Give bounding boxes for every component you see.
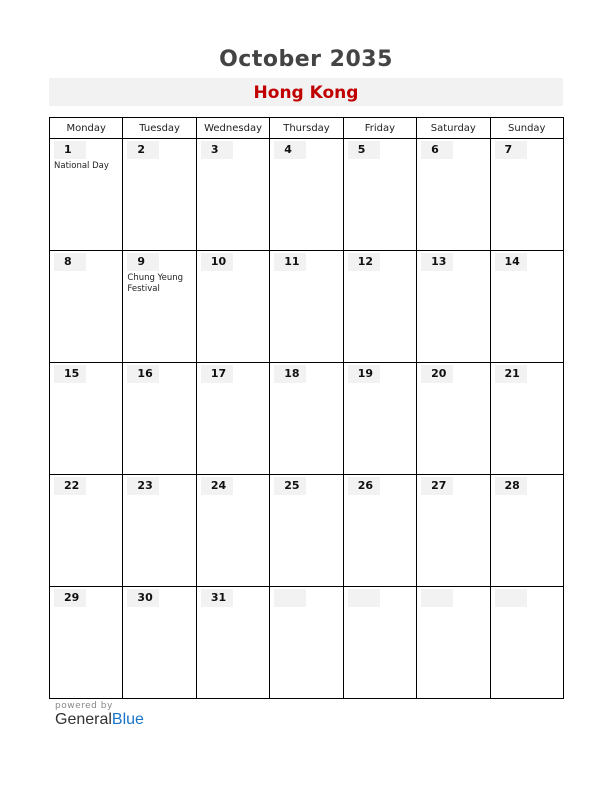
day-number-text: 30 bbox=[137, 591, 153, 604]
day-number bbox=[201, 365, 233, 383]
day-number bbox=[348, 477, 380, 495]
day-number-text: 24 bbox=[210, 479, 227, 492]
day-cell[interactable] bbox=[50, 475, 123, 587]
day-number bbox=[348, 141, 380, 159]
day-number bbox=[421, 253, 453, 271]
day-cell[interactable] bbox=[196, 475, 269, 587]
day-number-text: 1 bbox=[64, 143, 72, 156]
day-cell[interactable] bbox=[343, 475, 416, 587]
day-cell[interactable] bbox=[490, 475, 563, 587]
day-cell[interactable] bbox=[123, 475, 196, 587]
day-number bbox=[421, 589, 453, 607]
day-number bbox=[54, 365, 86, 383]
day-cell[interactable] bbox=[123, 139, 196, 251]
day-number-text: 9 bbox=[137, 255, 146, 268]
day-number-text: 11 bbox=[284, 255, 300, 268]
day-cell[interactable] bbox=[196, 363, 269, 475]
day-number-text: 15 bbox=[64, 367, 80, 380]
day-number-text: 28 bbox=[504, 479, 520, 492]
day-cell[interactable] bbox=[270, 139, 343, 251]
day-number-text: 6 bbox=[431, 143, 439, 156]
day-number-text: 29 bbox=[64, 591, 80, 604]
calendar-grid bbox=[49, 117, 564, 699]
day-cell[interactable] bbox=[270, 475, 343, 587]
day-number-text: 2 bbox=[137, 143, 146, 156]
day-number-text: 31 bbox=[210, 591, 227, 604]
day-number-text: 10 bbox=[210, 255, 227, 268]
day-number-text: 12 bbox=[357, 255, 373, 268]
day-number bbox=[495, 589, 527, 607]
day-number bbox=[495, 477, 527, 495]
day-number bbox=[274, 589, 306, 607]
day-number bbox=[348, 253, 380, 271]
day-number-text: 22 bbox=[64, 479, 80, 492]
day-cell[interactable] bbox=[343, 251, 416, 363]
week-row bbox=[50, 139, 564, 251]
weekday-sunday: Sunday bbox=[490, 118, 563, 139]
day-cell[interactable] bbox=[50, 587, 123, 699]
day-cell[interactable] bbox=[196, 139, 269, 251]
day-number bbox=[421, 477, 453, 495]
day-number bbox=[421, 365, 453, 383]
weekday-thursday: Thursday bbox=[270, 118, 343, 139]
brand-blue: Blue bbox=[111, 711, 144, 728]
day-cell[interactable] bbox=[123, 251, 196, 363]
day-number bbox=[127, 253, 159, 271]
day-cell[interactable] bbox=[417, 363, 490, 475]
holiday-label: National Day bbox=[54, 161, 109, 171]
weekday-saturday: Saturday bbox=[417, 118, 490, 139]
day-cell[interactable] bbox=[50, 251, 123, 363]
week-row bbox=[50, 363, 564, 475]
day-number bbox=[274, 253, 306, 271]
day-number bbox=[495, 141, 527, 159]
footer-branding bbox=[55, 701, 144, 729]
day-number-text: 5 bbox=[357, 143, 366, 156]
day-cell[interactable] bbox=[50, 139, 123, 251]
day-number-text: 23 bbox=[137, 479, 153, 492]
day-cell[interactable] bbox=[417, 587, 490, 699]
week-row bbox=[50, 475, 564, 587]
day-number bbox=[127, 477, 159, 495]
day-number-text: 4 bbox=[284, 143, 292, 156]
weekday-wednesday: Wednesday bbox=[196, 118, 269, 139]
day-number-text: 8 bbox=[64, 255, 72, 268]
region-name: Hong Kong bbox=[253, 83, 359, 103]
day-cell[interactable] bbox=[196, 251, 269, 363]
day-cell[interactable] bbox=[490, 139, 563, 251]
day-number bbox=[127, 365, 159, 383]
day-number bbox=[201, 141, 233, 159]
day-number bbox=[54, 253, 86, 271]
day-number-text: 27 bbox=[431, 479, 447, 492]
weekday-monday: Monday bbox=[50, 118, 123, 139]
day-cell[interactable] bbox=[343, 587, 416, 699]
weekday-header-row bbox=[50, 118, 564, 139]
day-cell[interactable] bbox=[417, 139, 490, 251]
generalblue-logo[interactable] bbox=[55, 711, 144, 729]
region-banner bbox=[49, 78, 563, 106]
day-cell[interactable] bbox=[490, 251, 563, 363]
day-number bbox=[127, 589, 159, 607]
day-number bbox=[274, 365, 306, 383]
day-number bbox=[421, 141, 453, 159]
day-number bbox=[127, 141, 159, 159]
day-cell[interactable] bbox=[343, 139, 416, 251]
day-cell[interactable] bbox=[343, 363, 416, 475]
day-number bbox=[274, 477, 306, 495]
day-number-text: 21 bbox=[504, 367, 520, 380]
day-cell[interactable] bbox=[490, 363, 563, 475]
day-cell[interactable] bbox=[270, 363, 343, 475]
day-number bbox=[495, 365, 527, 383]
brand-general: General bbox=[55, 711, 112, 728]
powered-by-label: powered by bbox=[55, 701, 113, 711]
day-number bbox=[54, 589, 86, 607]
day-number-text: 25 bbox=[284, 479, 300, 492]
calendar-title: October 2035 bbox=[219, 47, 393, 72]
day-cell[interactable] bbox=[123, 363, 196, 475]
holiday-label: Chung Yeung Festival bbox=[127, 273, 184, 294]
day-number-text: 18 bbox=[284, 367, 300, 380]
day-cell[interactable] bbox=[417, 475, 490, 587]
day-number bbox=[348, 589, 380, 607]
day-number-text: 19 bbox=[357, 367, 373, 380]
day-cell[interactable] bbox=[417, 251, 490, 363]
weekday-friday: Friday bbox=[343, 118, 416, 139]
day-number bbox=[274, 141, 306, 159]
day-number-text: 14 bbox=[504, 255, 520, 268]
day-number-text: 16 bbox=[137, 367, 153, 380]
day-number-text: 13 bbox=[431, 255, 447, 268]
day-number-text: 26 bbox=[357, 479, 373, 492]
day-number-text: 3 bbox=[210, 143, 219, 156]
day-cell[interactable] bbox=[270, 587, 343, 699]
day-cell[interactable] bbox=[490, 587, 563, 699]
day-number bbox=[348, 365, 380, 383]
day-number bbox=[495, 253, 527, 271]
day-number bbox=[201, 477, 233, 495]
day-cell[interactable] bbox=[50, 363, 123, 475]
day-number-text: 20 bbox=[431, 367, 447, 380]
day-number-text: 7 bbox=[504, 143, 513, 156]
weekday-tuesday: Tuesday bbox=[123, 118, 196, 139]
day-number bbox=[201, 589, 233, 607]
day-number bbox=[201, 253, 233, 271]
week-row bbox=[50, 587, 564, 699]
week-row bbox=[50, 251, 564, 363]
day-cell[interactable] bbox=[196, 587, 269, 699]
day-number bbox=[54, 477, 86, 495]
day-number bbox=[54, 141, 86, 159]
day-number-text: 17 bbox=[210, 367, 227, 380]
day-cell[interactable] bbox=[123, 587, 196, 699]
day-cell[interactable] bbox=[270, 251, 343, 363]
